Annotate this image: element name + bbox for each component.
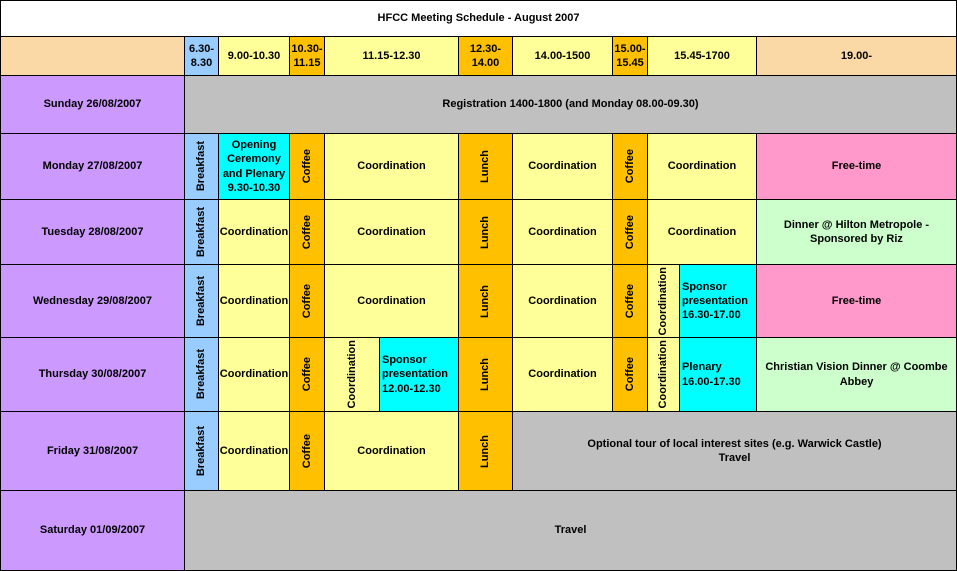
coffee-cell (612, 133, 648, 200)
coordination-cell (647, 264, 680, 338)
coffee-cell (612, 264, 648, 338)
coordination-cell (218, 337, 290, 412)
time-slot-2 (289, 36, 325, 76)
time-slot-4 (458, 36, 513, 76)
coffee-cell (612, 199, 648, 265)
time-slot-7-text: 15.45-1700 (674, 49, 730, 62)
sponsor-presentation-cell (379, 337, 459, 412)
coffee-cell (289, 264, 325, 338)
sponsor-presentation-cell-text: Sponsor presentation 12.00-12.30 (382, 354, 449, 395)
registration-cell-text: Registration 1400-1800 (and Monday 08.00-09.30) (442, 98, 699, 111)
time-slot-3-text: 11.15-12.30 (362, 49, 421, 62)
opening-ceremony-cell-text: Opening Ceremony and Plenary 9.30-10.30 (222, 138, 286, 194)
time-slot-1-text: 9.00-10.30 (227, 49, 281, 62)
time-slot-2-text: 10.30- 11.15 (291, 42, 323, 69)
coordination-cell (647, 133, 757, 200)
breakfast-cell-text: Breakfast (195, 275, 208, 327)
time-slot-6 (612, 36, 648, 76)
day-label-tuesday-text: Tuesday 28/08/2007 (41, 225, 144, 238)
breakfast-cell (184, 199, 219, 265)
coordination-cell-text: Coordination (219, 444, 289, 457)
time-slot-5 (512, 36, 613, 76)
plenary-cell (679, 337, 757, 412)
coordination-cell-text: Coordination (667, 225, 737, 238)
coffee-cell-text: Coffee (300, 149, 313, 184)
time-slot-5-text: 14.00-1500 (534, 49, 591, 62)
coordination-cell (218, 411, 290, 491)
time-slot-8-text: 19.00- (840, 49, 873, 62)
day-label-friday-text: Friday 31/08/2007 (46, 444, 139, 457)
free-time-cell (756, 264, 957, 338)
day-label-thursday-text: Thursday 30/08/2007 (38, 368, 147, 381)
time-slot-6-text: 15.00- 15.45 (614, 42, 646, 69)
hilton-dinner-cell-text: Dinner @ Hilton Metropole - Sponsored by Riz (783, 218, 930, 245)
day-label-friday (0, 411, 185, 491)
coordination-cell (512, 264, 613, 338)
saturday-travel-cell (184, 490, 957, 571)
coffee-cell (289, 133, 325, 200)
hilton-dinner-cell (756, 199, 957, 265)
coordination-cell-text: Coordination (357, 160, 426, 173)
breakfast-cell (184, 264, 219, 338)
lunch-cell (458, 264, 513, 338)
lunch-cell-text: Lunch (479, 150, 492, 183)
coordination-cell-text: Coordination (219, 368, 289, 381)
coordination-cell (324, 411, 459, 491)
time-slot-0 (184, 36, 219, 76)
lunch-cell-text: Lunch (479, 434, 492, 468)
time-slot-7 (647, 36, 757, 76)
coffee-cell-text: Coffee (300, 357, 313, 392)
breakfast-cell (184, 133, 219, 200)
coordination-cell-text: Coordination (357, 294, 426, 307)
coordination-cell (512, 337, 613, 412)
coordination-cell (647, 337, 680, 412)
coordination-cell-text: Coordination (528, 160, 597, 173)
plenary-cell-text: Plenary 16.00-17.30 (682, 361, 741, 388)
day-label-sunday-text: Sunday 26/08/2007 (43, 98, 142, 111)
sponsor-presentation-cell (679, 264, 757, 338)
friday-tour-cell (512, 411, 957, 491)
lunch-cell (458, 411, 513, 491)
coffee-cell-text: Coffee (623, 214, 636, 250)
day-label-thursday (0, 337, 185, 412)
coordination-cell (324, 199, 459, 265)
coffee-cell (612, 337, 648, 412)
coordination-cell-text: Coordination (528, 368, 597, 381)
day-label-monday (0, 133, 185, 200)
lunch-cell (458, 133, 513, 200)
coffee-cell-text: Coffee (623, 283, 636, 319)
breakfast-cell (184, 337, 219, 412)
day-label-tuesday (0, 199, 185, 265)
day-label-saturday (0, 490, 185, 571)
breakfast-cell (184, 411, 219, 491)
coordination-cell-text: Coordination (357, 444, 426, 457)
coordination-cell-text: Coordination (528, 294, 597, 307)
coordination-cell (512, 199, 613, 265)
coffee-cell (289, 199, 325, 265)
breakfast-cell-text: Breakfast (195, 206, 208, 258)
coordination-cell (647, 199, 757, 265)
lunch-cell (458, 337, 513, 412)
time-slot-4-text: 12.30- 14.00 (469, 42, 502, 69)
sponsor-presentation-cell-text: Sponsor presentation 16.30-17.00 (682, 280, 749, 322)
coordination-cell-text: Coordination (528, 225, 597, 238)
coordination-cell-text: Coordination (345, 340, 358, 409)
day-label-monday-text: Monday 27/08/2007 (42, 160, 143, 173)
coordination-cell (512, 133, 613, 200)
coffee-cell-text: Coffee (623, 149, 636, 184)
lunch-cell-text: Lunch (479, 284, 492, 318)
coffee-cell (289, 411, 325, 491)
breakfast-cell-text: Breakfast (195, 141, 208, 192)
lunch-cell-text: Lunch (479, 358, 492, 391)
coordination-cell-text: Coordination (219, 225, 289, 238)
time-slot-8 (756, 36, 957, 76)
coordination-cell-text: Coordination (219, 294, 289, 307)
saturday-travel-cell-text: Travel (554, 524, 587, 537)
coordination-cell (324, 264, 459, 338)
page-title (0, 0, 957, 37)
coordination-cell-text: Coordination (657, 266, 670, 336)
time-slot-1 (218, 36, 290, 76)
coordination-cell (218, 199, 290, 265)
coordination-cell (218, 264, 290, 338)
breakfast-cell-text: Breakfast (195, 425, 208, 477)
coordination-cell-text: Coordination (667, 160, 737, 173)
coordination-cell-text: Coordination (657, 340, 670, 409)
opening-ceremony-cell (218, 133, 290, 200)
day-label-wednesday (0, 264, 185, 338)
lunch-cell-text: Lunch (479, 215, 492, 249)
coffee-cell (289, 337, 325, 412)
day-label-wednesday-text: Wednesday 29/08/2007 (32, 294, 153, 307)
coffee-cell-text: Coffee (300, 214, 313, 250)
day-label-sunday (0, 75, 185, 134)
cv-dinner-cell (756, 337, 957, 412)
header-corner (0, 36, 185, 76)
registration-cell (184, 75, 957, 134)
breakfast-cell-text: Breakfast (195, 349, 208, 400)
time-slot-3 (324, 36, 459, 76)
free-time-cell (756, 133, 957, 200)
coordination-cell (324, 337, 380, 412)
day-label-saturday-text: Saturday 01/09/2007 (39, 524, 146, 537)
time-slot-0-text: 6.30- 8.30 (188, 42, 215, 69)
coordination-cell (324, 133, 459, 200)
free-time-cell-text: Free-time (831, 294, 882, 307)
lunch-cell (458, 199, 513, 265)
coordination-cell-text: Coordination (357, 225, 426, 238)
coffee-cell-text: Coffee (300, 433, 313, 469)
cv-dinner-cell-text: Christian Vision Dinner @ Coombe Abbey (765, 361, 948, 388)
free-time-cell-text: Free-time (831, 160, 882, 173)
coffee-cell-text: Coffee (300, 283, 313, 319)
coffee-cell-text: Coffee (623, 357, 636, 392)
friday-tour-cell-text: Optional tour of local interest sites (e.g. Warwick Castle) Travel (587, 437, 882, 464)
page-title-text: HFCC Meeting Schedule - August 2007 (377, 12, 580, 25)
